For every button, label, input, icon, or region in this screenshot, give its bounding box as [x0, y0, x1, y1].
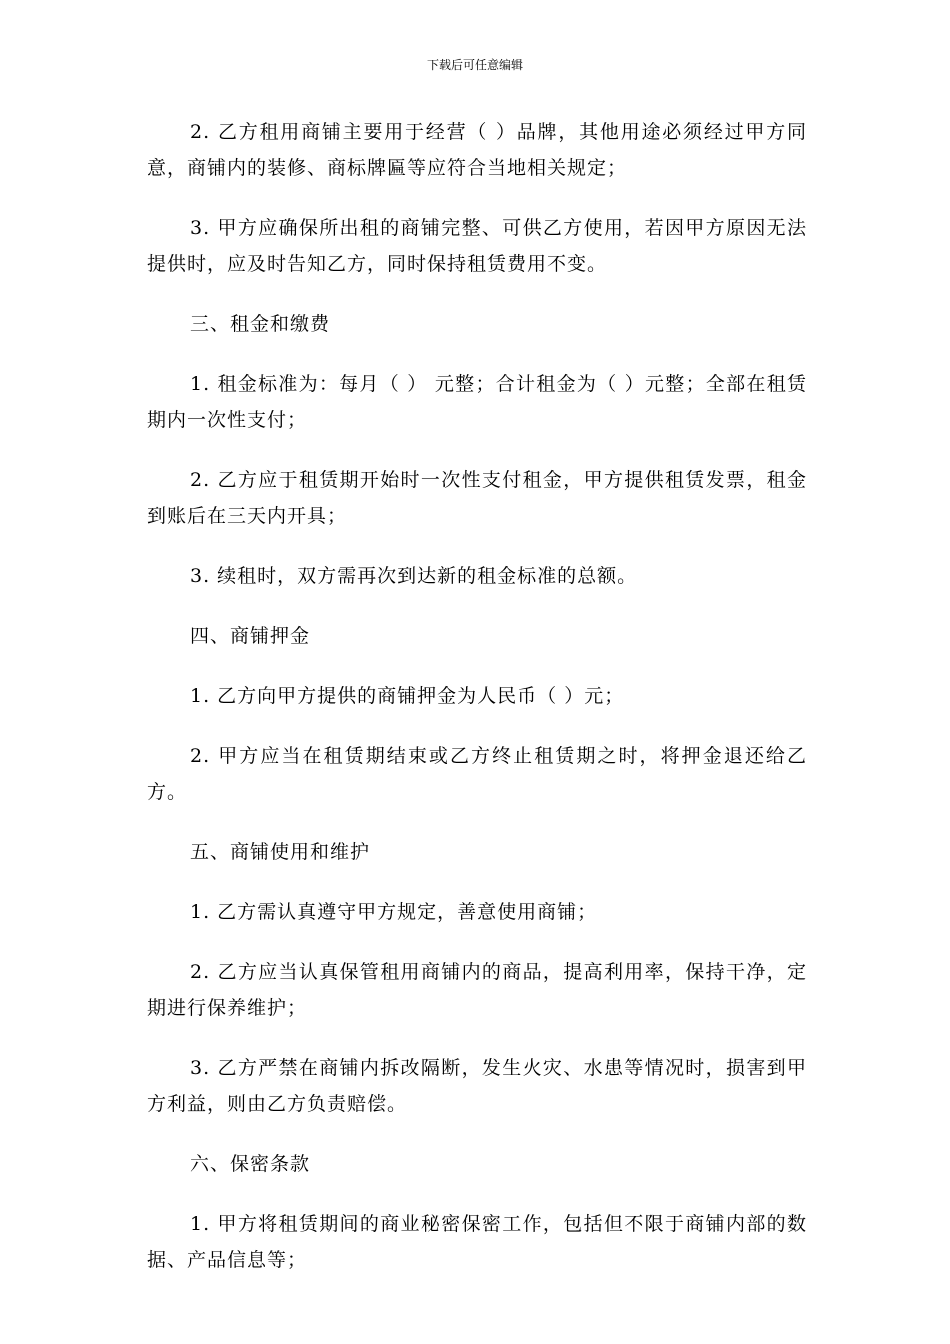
- clause-3-3: 3. 续租时，双方需再次到达新的租金标准的总额。: [190, 565, 638, 587]
- clause-2-3: 3. 甲方应确保所出租的商铺完整、可供乙方使用，若因甲方原因无法提供时，应及时告知乙方，同时保持租赁费用不变。: [147, 217, 807, 275]
- clause-3-1: 1. 租金标准为：每月（ ） 元整；合计租金为（ ）元整；全部在租赁期内一次性支付；: [147, 373, 807, 431]
- document-body: [147, 114, 807, 1302]
- page-header: 下载后可任意编辑: [426, 58, 523, 72]
- clause-4-2: 2. 甲方应当在租赁期结束或乙方终止租赁期之时，将押金退还给乙方。: [147, 745, 807, 803]
- clause-5-1: 1. 乙方需认真遵守甲方规定，善意使用商铺；: [190, 901, 598, 923]
- clause-4-1: 1. 乙方向甲方提供的商铺押金为人民币（ ）元；: [190, 685, 625, 707]
- clause-6-1: 1. 甲方将租赁期间的商业秘密保密工作，包括但不限于商铺内部的数据、产品信息等；: [147, 1213, 807, 1271]
- clause-2-2: 2. 乙方租用商铺主要用于经营（ ）品牌，其他用途必须经过甲方同意，商铺内的装修、商标牌匾等应符合当地相关规定；: [147, 121, 807, 179]
- clause-5-2: 2. 乙方应当认真保管租用商铺内的商品，提高利用率，保持干净，定期进行保养维护；: [147, 961, 807, 1019]
- section-heading-6: 六、保密条款: [190, 1153, 311, 1175]
- section-heading-5: 五、商铺使用和维护: [190, 841, 371, 863]
- clause-3-2: 2. 乙方应于租赁期开始时一次性支付租金，甲方提供租赁发票，租金到账后在三天内开具；: [147, 469, 807, 527]
- section-heading-3: 三、租金和缴费: [190, 313, 331, 335]
- clause-5-3: 3. 乙方严禁在商铺内拆改隔断，发生火灾、水患等情况时，损害到甲方利益，则由乙方负责赔偿。: [147, 1057, 807, 1115]
- section-heading-4: 四、商铺押金: [190, 625, 311, 647]
